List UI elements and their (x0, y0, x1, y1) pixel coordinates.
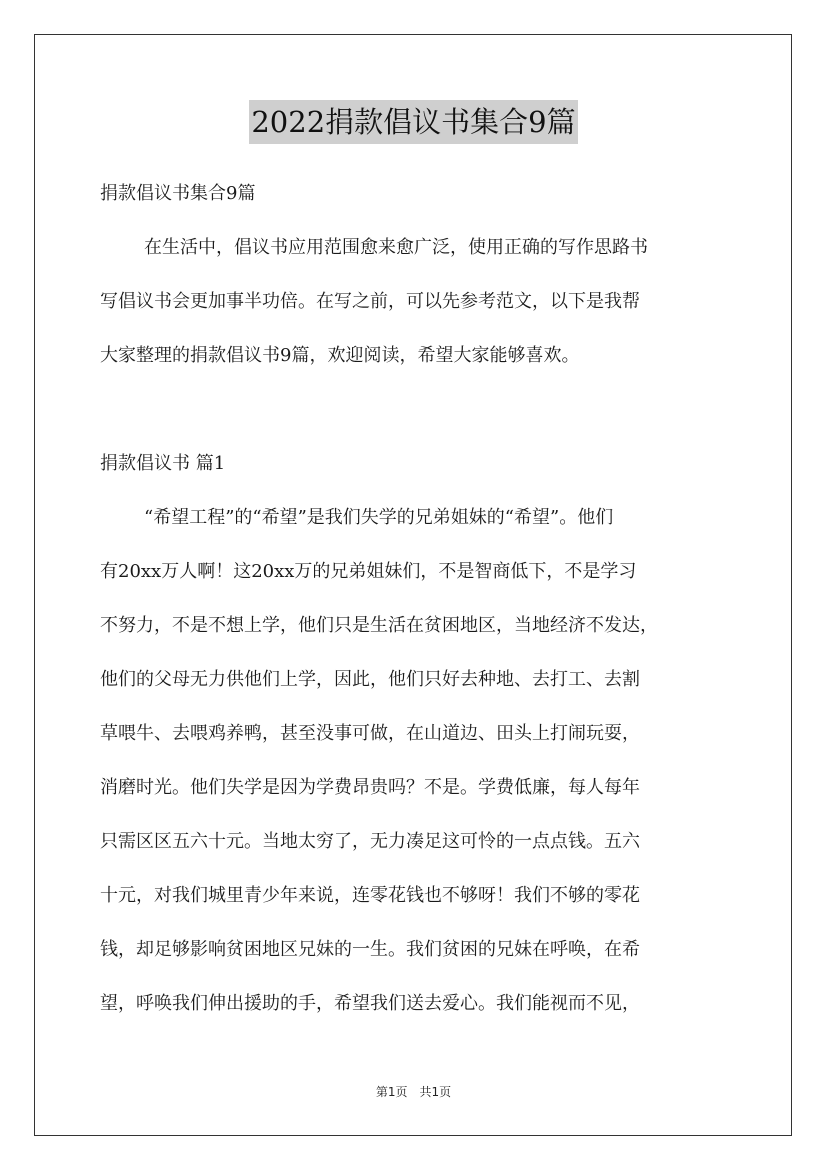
page-number-label: 第1页 共1页 (375, 1085, 452, 1099)
body-line-1: “希望工程”的“希望”是我们失学的兄弟姐妹的“希望”。他们 (144, 507, 614, 528)
body-line-6: 消磨时光。他们失学是因为学费昂贵吗？不是。学费低廉，每人每年 (100, 777, 640, 798)
intro-line-3: 大家整理的捐款倡议书9篇，欢迎阅读，希望大家能够喜欢。 (100, 345, 580, 366)
document-subtitle: 捐款倡议书集合9篇 (100, 183, 256, 204)
body-line-4: 他们的父母无力供他们上学，因此，他们只好去种地、去打工、去割 (100, 669, 640, 690)
document-title: 2022捐款倡议书集合9篇 (249, 100, 577, 144)
body-line-10: 望，呼唤我们伸出援助的手，希望我们送去爱心。我们能视而不见， (100, 993, 640, 1014)
page-footer (0, 1084, 827, 1100)
intro-line-2: 写倡议书会更加事半功倍。在写之前，可以先参考范文，以下是我帮 (100, 291, 640, 312)
title-container (0, 100, 827, 144)
body-line-2: 有20xx万人啊！这20xx万的兄弟姐妹们，不是智商低下，不是学习 (100, 561, 637, 582)
body-line-9: 钱，却足够影响贫困地区兄妹的一生。我们贫困的兄妹在呼唤，在希 (100, 939, 640, 960)
body-line-8: 十元，对我们城里青少年来说，连零花钱也不够呀！我们不够的零花 (100, 885, 640, 906)
section-heading: 捐款倡议书 篇1 (100, 453, 226, 474)
body-line-5: 草喂牛、去喂鸡养鸭，甚至没事可做，在山道边、田头上打闹玩耍， (100, 723, 640, 744)
intro-line-1: 在生活中，倡议书应用范围愈来愈广泛，使用正确的写作思路书 (144, 237, 648, 258)
body-line-3: 不努力，不是不想上学，他们只是生活在贫困地区，当地经济不发达， (100, 615, 658, 636)
body-line-7: 只需区区五六十元。当地太穷了，无力凑足这可怜的一点点钱。五六 (100, 831, 640, 852)
